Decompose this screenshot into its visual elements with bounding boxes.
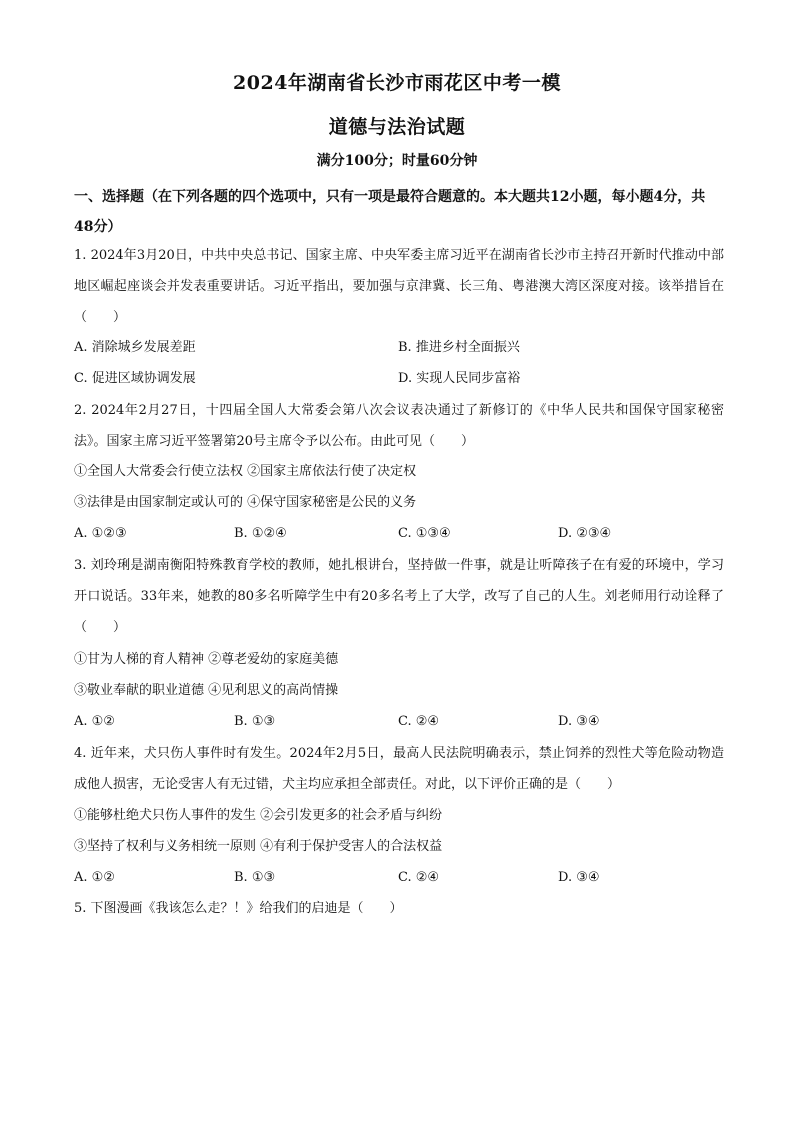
question-2-option-d[interactable]: D. ②③④: [558, 526, 612, 541]
question-4-statements-1: ①能够杜绝犬只伤人事件的发生 ②会引发更多的社会矛盾与纠纷: [74, 808, 443, 823]
question-2-option-c[interactable]: C. ①③④: [398, 526, 451, 541]
question-3-statements-2: ③敬业奉献的职业道德 ④见利思义的高尚情操: [74, 683, 339, 698]
exam-title: 2024年湖南省长沙市雨花区中考一模: [233, 72, 561, 94]
question-4-option-b[interactable]: B. ①③: [234, 870, 276, 885]
question-4-stem: 4. 近年来，犬只伤人事件时有发生。2024年2月5日，最高人民法院明确表示，禁止饲养的烈性犬等危险动物造成他人损害，无论受害人有无过错，犬主均应承担全部责任。对此，以下评价正确的是（ ）: [74, 746, 724, 792]
question-3-option-d[interactable]: D. ③④: [558, 714, 600, 729]
question-3-statements-1: ①甘为人梯的育人精神 ②尊老爱幼的家庭美德: [74, 652, 339, 667]
question-5-stem: 5. 下图漫画《我该怎么走？！》给我们的启迪是（ ）: [74, 901, 403, 916]
question-2-statements-2: ③法律是由国家制定或认可的 ④保守国家秘密是公民的义务: [74, 495, 417, 510]
question-3-option-c[interactable]: C. ②④: [398, 714, 440, 729]
section-heading: 一、选择题（在下列各题的四个选项中，只有一项是最符合题意的。本大题共12小题，每小题4分，共48分）: [74, 189, 706, 235]
question-2-stem: 2. 2024年2月27日，十四届全国人大常委会第八次会议表决通过了新修订的《中华人民共和国保守国家秘密法》。国家主席习近平签署第20号主席令予以公布。由此可见（ ）: [74, 403, 724, 449]
question-4-statements-2: ③坚持了权利与义务相统一原则 ④有利于保护受害人的合法权益: [74, 839, 443, 854]
question-2-option-b[interactable]: B. ①②④: [234, 526, 287, 541]
question-1-option-c[interactable]: C. 促进区域协调发展: [74, 371, 196, 386]
question-3-stem: 3. 刘玲琍是湖南衡阳特殊教育学校的教师，她扎根讲台，坚持做一件事，就是让听障孩子在有爱的环境中，学习开口说话。33年来，她教的80多名听障学生中有20多名考上了大学，改写了自己的人生。刘老师用行动诠释了（ ）: [74, 558, 724, 635]
question-4-option-c[interactable]: C. ②④: [398, 870, 440, 885]
question-1-option-a[interactable]: A. 消除城乡发展差距: [74, 340, 196, 355]
question-2-statements-1: ①全国人大常委会行使立法权 ②国家主席依法行使了决定权: [74, 464, 417, 479]
question-1-stem: 1. 2024年3月20日，中共中央总书记、国家主席、中央军委主席习近平在湖南省长沙市主持召开新时代推动中部地区崛起座谈会并发表重要讲话。习近平指出，要加强与京津冀、长三角、粤港澳大湾区深度对接。该举措旨在（ ）: [74, 248, 724, 325]
question-4-option-a[interactable]: A. ①②: [74, 870, 115, 885]
question-3-option-a[interactable]: A. ①②: [74, 714, 115, 729]
question-4-option-d[interactable]: D. ③④: [558, 870, 600, 885]
question-1-option-d[interactable]: D. 实现人民同步富裕: [398, 371, 521, 386]
exam-subtitle: 道德与法治试题: [328, 116, 466, 138]
question-1-option-b[interactable]: B. 推进乡村全面振兴: [398, 340, 520, 355]
score-info: 满分100分；时量60分钟: [316, 153, 478, 169]
question-2-option-a[interactable]: A. ①②③: [74, 526, 127, 541]
question-3-option-b[interactable]: B. ①③: [234, 714, 276, 729]
